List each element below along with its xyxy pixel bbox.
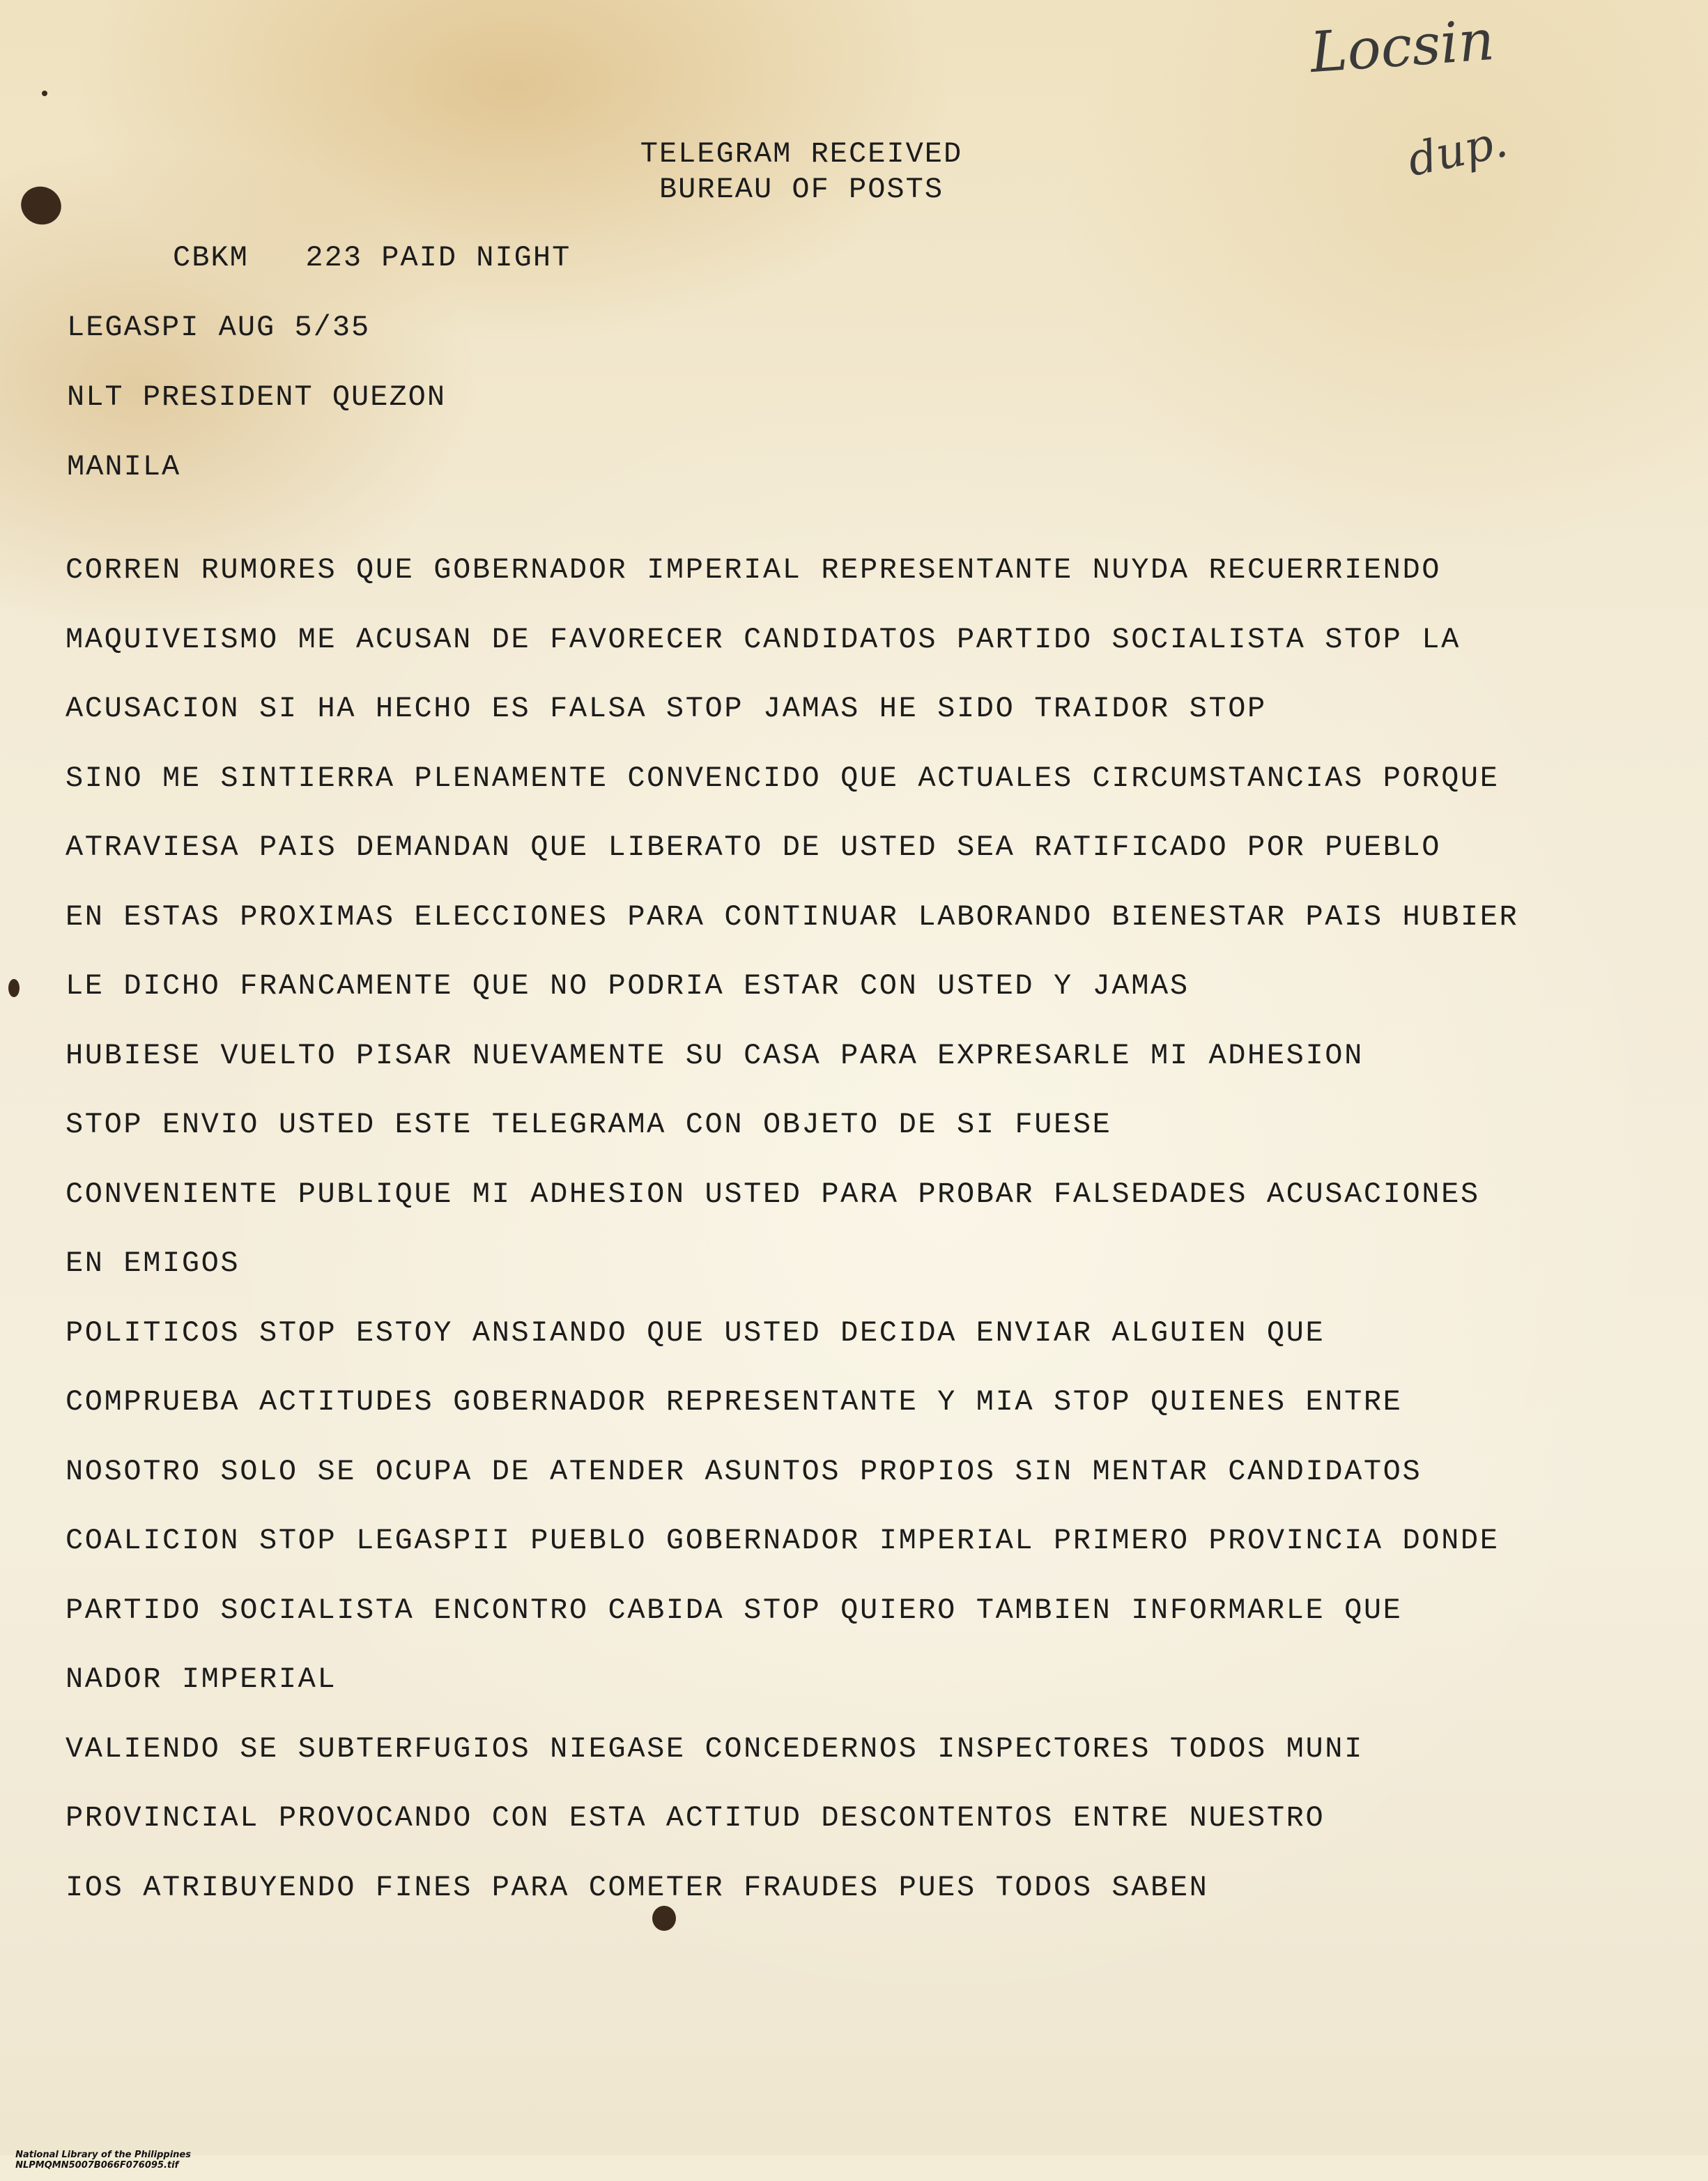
message-line: EN ESTAS PROXIMAS ELECCIONES PARA CONTINUAR LABORANDO BIENESTAR PAIS HUBIER: [66, 900, 1519, 934]
message-line: CONVENIENTE PUBLIQUE MI ADHESION USTED PARA PROBAR FALSEDADES ACUSACIONES: [66, 1177, 1480, 1211]
destination-line: MANILA: [67, 450, 181, 484]
header-title: TELEGRAM RECEIVED: [640, 137, 963, 171]
message-line: STOP ENVIO USTED ESTE TELEGRAMA CON OBJETO DE SI FUESE: [66, 1108, 1112, 1141]
message-body: [66, 549, 1703, 1936]
service-line: CBKM 223 PAID NIGHT: [173, 241, 571, 275]
message-line: IOS ATRIBUYENDO FINES PARA COMETER FRAUDES PUES TODOS SABEN: [66, 1870, 1209, 1904]
message-line: ATRAVIESA PAIS DEMANDAN QUE LIBERATO DE USTED SEA RATIFICADO POR PUEBLO: [66, 831, 1442, 864]
library-name: National Library of the Philippines: [15, 2150, 191, 2160]
message-line: VALIENDO SE SUBTERFUGIOS NIEGASE CONCEDERNOS INSPECTORES TODOS MUNI: [66, 1732, 1364, 1766]
message-line: COMPRUEBA ACTITUDES GOBERNADOR REPRESENTANTE Y MIA STOP QUIENES ENTRE: [66, 1385, 1403, 1419]
message-line: PARTIDO SOCIALISTA ENCONTRO CABIDA STOP QUIERO TAMBIEN INFORMARLE QUE: [66, 1593, 1403, 1627]
message-line: POLITICOS STOP ESTOY ANSIANDO QUE USTED DECIDA ENVIAR ALGUIEN QUE: [66, 1316, 1325, 1350]
ink-dot-topleft: [42, 91, 47, 96]
handwritten-name: Locsin: [1308, 7, 1497, 86]
message-line: PROVINCIAL PROVOCANDO CON ESTA ACTITUD DESCONTENTOS ENTRE NUESTRO: [66, 1801, 1325, 1835]
message-line: COALICION STOP LEGASPII PUEBLO GOBERNADOR IMPERIAL PRIMERO PROVINCIA DONDE: [66, 1524, 1500, 1557]
message-line: NADOR IMPERIAL: [66, 1663, 337, 1696]
ink-spot-left-small: [8, 979, 20, 997]
message-line: CORREN RUMORES QUE GOBERNADOR IMPERIAL REPRESENTANTE NUYDA RECUERRIENDO: [66, 553, 1442, 587]
handwritten-note: dup.: [1403, 115, 1512, 187]
origin-line: LEGASPI AUG 5/35: [67, 311, 371, 344]
message-line: SINO ME SINTIERRA PLENAMENTE CONVENCIDO QUE ACTUALES CIRCUMSTANCIAS PORQUE: [66, 761, 1500, 795]
archive-caption: [3, 2139, 219, 2181]
message-line: NOSOTRO SOLO SE OCUPA DE ATENDER ASUNTOS PROPIOS SIN MENTAR CANDIDATOS: [66, 1454, 1422, 1488]
message-line: EN EMIGOS: [66, 1247, 240, 1280]
telegram-header: [0, 137, 1603, 208]
header-subtitle: BUREAU OF POSTS: [659, 173, 944, 206]
message-line: MAQUIVEISMO ME ACUSAN DE FAVORECER CANDIDATOS PARTIDO SOCIALISTA STOP LA: [66, 622, 1461, 656]
message-line: LE DICHO FRANCAMENTE QUE NO PODRIA ESTAR CON USTED Y JAMAS: [66, 969, 1190, 1003]
message-line: HUBIESE VUELTO PISAR NUEVAMENTE SU CASA PARA EXPRESARLE MI ADHESION: [66, 1038, 1364, 1072]
addressee-line: NLT PRESIDENT QUEZON: [67, 380, 447, 414]
file-id: NLPMQMN5007B066F076095.tif: [15, 2160, 179, 2171]
message-line: ACUSACION SI HA HECHO ES FALSA STOP JAMAS HE SIDO TRAIDOR STOP: [66, 692, 1267, 725]
